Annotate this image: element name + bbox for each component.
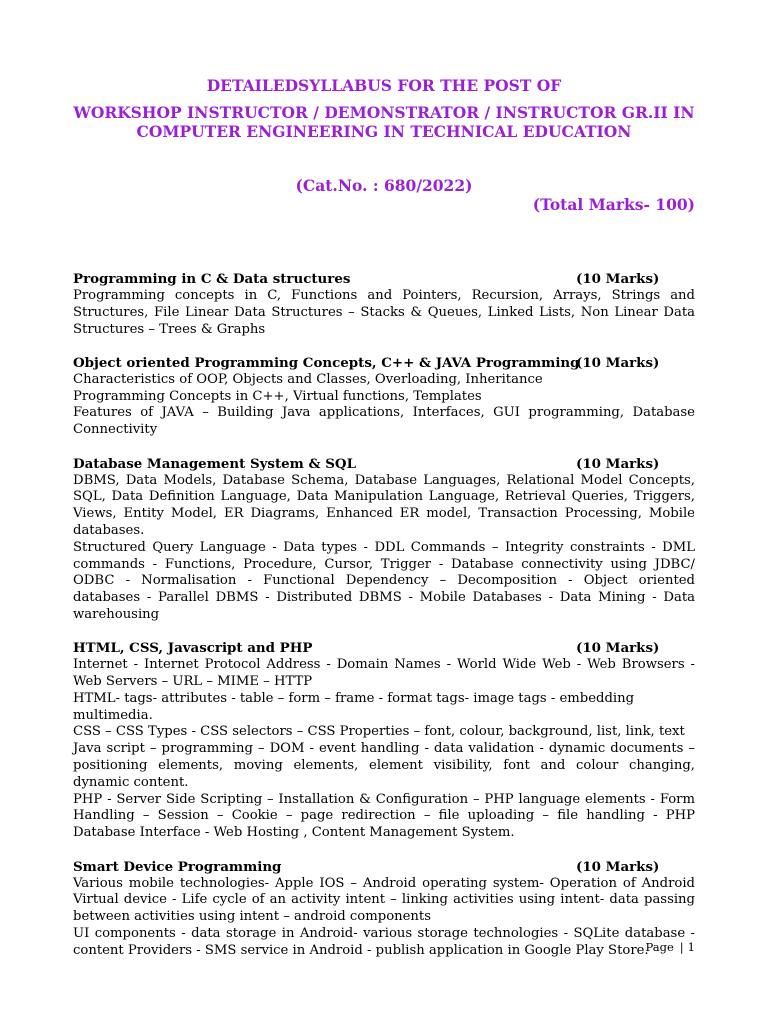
section-paragraph: Structured Query Language - Data types - DDL Commands – Integrity constraints - DML commands - Functions, Procedure, Cursor, Trigger - Database connectivity using JDBC/ ODBC - Normalisation - Functional Dependency – Decomposition - Object oriented databases - Parallel DBMS - Distributed DBMS - Mobile Databases - Data Mining - Data warehousing	[73, 539, 695, 622]
section-paragraph: CSS – CSS Types - CSS selectors – CSS Properties – font, colour, background, list, link, text	[73, 724, 685, 740]
section-dbms-sql	[73, 456, 695, 624]
page-number: 1	[687, 940, 695, 954]
section-paragraph: Internet - Internet Protocol Address - Domain Names - World Wide Web - Web Browsers - Web Servers – URL – MIME – HTTP	[73, 657, 695, 690]
section-oop-cpp-java	[73, 355, 695, 439]
total-marks: (Total Marks- 100)	[532, 195, 695, 214]
header-line-1: DETAILEDSYLLABUS FOR THE POST OF	[206, 76, 562, 95]
section-paragraph: Features of JAVA – Building Java applications, Interfaces, GUI programming, Database Connectivity	[73, 405, 695, 438]
section-paragraph: Java script – programming – DOM - event handling - data validation - dynamic documents – positioning elements, moving elements, element visibility, font and colour changing, dynamic content.	[73, 741, 695, 790]
section-heading	[73, 355, 695, 372]
section-html-css-js-php	[73, 640, 695, 842]
section-paragraph: UI components - data storage in Android- various storage technologies - SQLite database - content Providers - SMS service in Android - publish application in Google Play Store.	[73, 925, 695, 958]
section-paragraph: Programming concepts in C, Functions and Pointers, Recursion, Arrays, Strings and Structures, File Linear Data Structures – Stacks & Queues, Linked Lists, Non Linear Data Structures – Trees & Graphs	[73, 288, 695, 337]
section-paragraph: Various mobile technologies- Apple IOS – Android operating system- Operation of Android Virtual device - Life cycle of an activity intent – linking activities using intent- data passing between activities using intent – android components	[73, 875, 695, 925]
section-paragraph: Characteristics of OOP, Objects and Classes, Overloading, Inheritance	[73, 371, 543, 387]
section-heading	[73, 271, 695, 288]
section-title: Object oriented Programming Concepts, C++ & JAVA Programming	[73, 354, 580, 371]
section-c-data-structures	[73, 271, 695, 338]
section-marks: (10 Marks)	[576, 271, 660, 287]
section-smart-device	[73, 859, 695, 960]
section-paragraph: HTML- tags- attributes - table – form – frame - format tags- image tags - embedding multimedia.	[73, 690, 635, 723]
section-title: HTML, CSS, Javascript and PHP	[73, 640, 313, 657]
section-marks: (10 Marks)	[576, 455, 660, 472]
syllabus-sections	[73, 271, 695, 976]
section-heading	[73, 456, 695, 473]
section-heading	[73, 640, 695, 657]
page-label: Page	[645, 940, 674, 954]
section-marks: (10 Marks)	[576, 640, 660, 657]
section-title: Programming in C & Data structures	[73, 271, 351, 287]
section-paragraph: DBMS, Data Models, Database Schema, Database Languages, Relational Model Concepts, SQL, Data Definition Language, Data Manipulation Language, Retrieval Queries, Triggers, Views, Entity Model, ER Diagrams, Enhanced ER model, Transaction Processing, Mobile databases.	[73, 472, 695, 538]
header-line-3: COMPUTER ENGINEERING IN TECHNICAL EDUCATION	[136, 122, 632, 141]
header-line-2: WORKSHOP INSTRUCTOR / DEMONSTRATOR / INSTRUCTOR GR.II IN	[73, 103, 695, 122]
page-footer	[646, 939, 695, 955]
section-title: Database Management System & SQL	[73, 455, 357, 472]
section-marks: (10 Marks)	[576, 858, 660, 875]
section-marks: (10 Marks)	[576, 354, 660, 371]
section-paragraph: PHP - Server Side Scripting – Installation & Configuration – PHP language elements - Form Handling – Session – Cookie – page redirection – file uploading – file handling - PHP Database Interface - Web Hosting , Content Management System.	[73, 791, 695, 841]
section-title: Smart Device Programming	[73, 858, 282, 875]
section-heading	[73, 859, 695, 876]
page-separator: |	[679, 940, 684, 954]
section-paragraph: Programming Concepts in C++, Virtual functions, Templates	[73, 388, 482, 404]
category-number: (Cat.No. : 680/2022)	[295, 176, 473, 195]
